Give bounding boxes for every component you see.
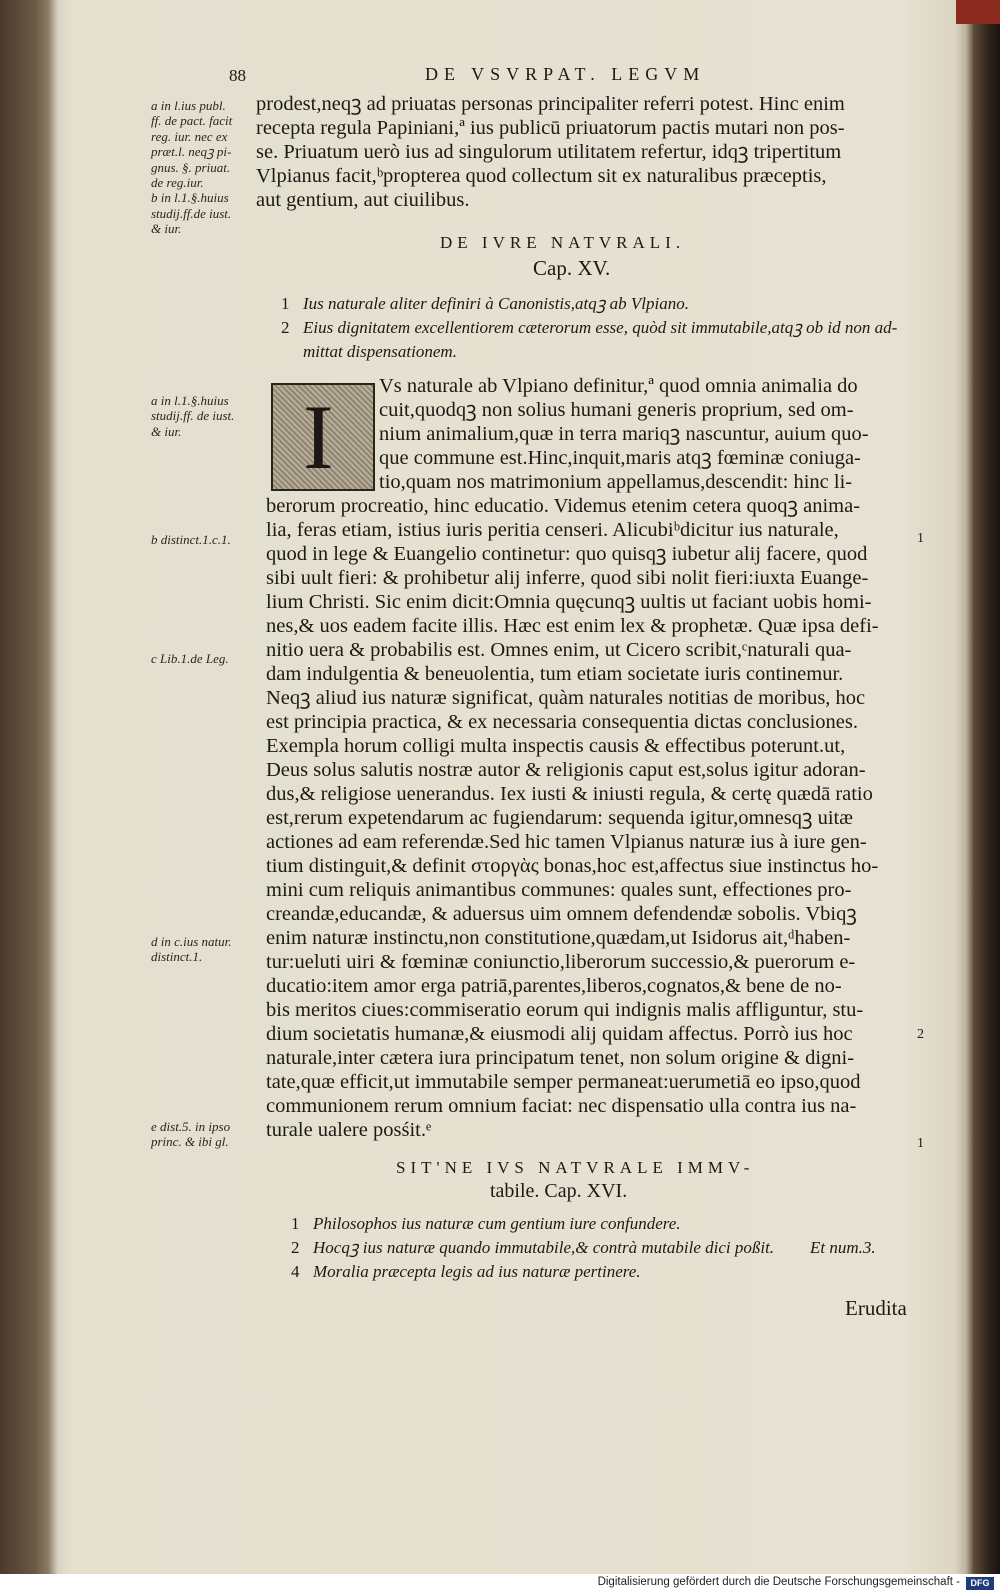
text-line: sibi uult fieri: & prohibetur alij inferre, quod sibi nolit fieri:iuxta Euange- xyxy=(266,567,869,589)
summary-text: Moralia præcepta legis ad ius naturæ pertinere. xyxy=(313,1262,641,1281)
summary-item xyxy=(281,316,897,340)
margin-line: & iur. xyxy=(151,423,182,439)
text-line: tate,quæ efficit,ut immutabile semper permaneat:uerumetiā eo ipso,quod xyxy=(266,1071,861,1093)
text-line: Neqꝫ aliud ius naturæ significat, quàm naturales notitias de moribus, hoc xyxy=(266,687,866,709)
text-line: ducatio:item amor erga patriā,parentes,liberos,cognatos,& bene de no- xyxy=(266,975,842,997)
summary-item xyxy=(291,1212,774,1236)
text-line: Vlpianus facit,ᵇpropterea quod collectum sit ex naturalibus præceptis, xyxy=(256,165,827,187)
chapter-15-summary xyxy=(281,292,897,364)
text-line: bis meritos ciues:commiseratio eorum qui indignis malis affliguntur, stu- xyxy=(266,999,864,1021)
side-number: 2 xyxy=(917,1027,924,1042)
text-line: prodest,neqꝫ ad priuatas personas principaliter referri potest. Hinc enim xyxy=(256,93,845,115)
summary-num: 1 xyxy=(291,1214,300,1233)
text-line: creandæ,educandæ, & aduersus uim omnem defendendæ sobolis. Vbiqꝫ xyxy=(266,903,857,925)
margin-line: princ. & ibi gl. xyxy=(151,1134,229,1150)
margin-line: studij.ff.de iust. xyxy=(151,205,232,221)
summary-item xyxy=(281,340,897,364)
chapter-15-heading: DE IVRE NATVRALI. xyxy=(440,233,686,252)
text-line: tium distinguit,& definit στοργὰς bonas,hoc est,affectus siue instinctus ho- xyxy=(266,855,879,877)
text-line: tur:ueluti uiri & fœminæ coniunctio,liberorum successio,& puerorum e- xyxy=(266,951,856,973)
margin-note-1 xyxy=(151,98,232,237)
summary-num: 4 xyxy=(291,1262,300,1281)
text-line: Exempla horum colligi multa inspectis causis & effectibus poterunt.ut, xyxy=(266,735,846,757)
text-line: aut gentium, aut ciuilibus. xyxy=(256,189,470,211)
text-line: nes,& uos eadem facite illis. Hæc est enim lex & prophetæ. Quæ ipsa defi- xyxy=(266,615,879,637)
text-line: mini cum reliquis animantibus communes: quales sunt, effectiones pro- xyxy=(266,879,852,901)
chapter-16-heading-line2: tabile. Cap. XVI. xyxy=(490,1180,628,1202)
text-line: communionem rerum omnium faciat: nec dispensatio ulla contra ius na- xyxy=(266,1095,857,1117)
text-line: turale ualere posśit.ᵉ xyxy=(266,1119,432,1141)
text-line: cuit,quodqꝫ non solius humani generis proprium, sed om- xyxy=(379,399,854,421)
margin-line: a in l.ius publ. xyxy=(151,98,226,113)
summary-text: Philosophos ius naturæ cum gentium iure confundere. xyxy=(313,1214,681,1233)
text-block-2a xyxy=(379,374,869,494)
summary-text: Eius dignitatem excellentiorem cæterorum esse, quòd sit immutabile,atqꝫ ob id non ad- xyxy=(303,318,898,337)
text-line: tio,quam nos matrimonium appellamus,descendit: hinc li- xyxy=(379,471,853,493)
summary-item xyxy=(281,292,897,316)
text-line: dam indulgentia & beneuolentia, tum etiam societate iuris continemur. xyxy=(266,663,844,685)
text-line: nium animalium,quæ in terra mariqꝫ nascuntur, auium quo- xyxy=(379,423,869,445)
text-block-1 xyxy=(256,92,845,212)
catchword: Erudita xyxy=(845,1296,907,1320)
margin-note-2 xyxy=(151,393,234,439)
decorated-initial xyxy=(271,383,375,491)
text-block-2b xyxy=(266,494,879,1142)
margin-line: b in l.1.§.huius xyxy=(151,190,229,206)
margin-line: e dist.5. in ipso xyxy=(151,1119,231,1134)
margin-line: a in l.1.§.huius xyxy=(151,393,229,408)
summary-item xyxy=(291,1236,774,1260)
text-line: est principia practica, & ex necessaria consequentia dictas conclusiones. xyxy=(266,711,858,733)
text-line: Deus solus salutis nostræ autor & religionis caput est,solus igitur adoran- xyxy=(266,759,866,781)
summary-text: Ius naturale aliter definiri à Canonistis,atqꝫ ab Vlpiano. xyxy=(303,294,689,313)
page-number: 88 xyxy=(229,66,246,85)
text-line: lia, feras etiam, istius iuris peritia censeri. Alicubiᵇdicitur ius naturale, xyxy=(266,519,839,541)
margin-line: gnus. §. priuat. xyxy=(151,159,231,175)
text-line: naturale,inter cætera iura principatum tenet, non solum origine & digni- xyxy=(266,1047,855,1069)
text-line: que commune est.Hinc,inquit,maris atqꝫ fœminæ coniuga- xyxy=(379,447,861,469)
margin-line: studij.ff. de iust. xyxy=(151,408,235,424)
margin-line: de reg.iur. xyxy=(151,174,204,190)
footer-credit: Digitalisierung gefördert durch die Deutsche Forschungsgemeinschaft - xyxy=(597,1576,960,1588)
initial-letter: I xyxy=(303,386,334,488)
margin-line: ff. de pact. facit xyxy=(151,113,233,129)
summary-text: Hocqꝫ ius naturæ quando immutabile,& contrà mutabile dici poßit. xyxy=(313,1238,775,1257)
margin-line: d in c.ius natur. xyxy=(151,934,232,949)
text-line: nitio uera & probabilis est. Omnes enim, ut Cicero scribit,ᶜnaturali qua- xyxy=(266,639,852,661)
text-line: dium societatis humanæ,& eiusmodi alij quidam affectus. Porrò ius hoc xyxy=(266,1023,853,1045)
chapter-16-summary xyxy=(291,1212,774,1284)
footer-bar xyxy=(0,1574,1000,1593)
text-line: est,rerum expetendarum ac fugiendarum: sequenda igitur,omnesqꝫ uitæ xyxy=(266,807,853,829)
running-head: DE VSVRPAT. LEGVM xyxy=(425,64,706,84)
text-line: enim naturæ instinctu,non constitutione,quædam,ut Isidorus ait,ᵈhaben- xyxy=(266,927,851,949)
side-number: 1 xyxy=(917,1136,924,1151)
margin-note-6 xyxy=(151,1119,230,1150)
margin-note-4: c Lib.1.de Leg. xyxy=(151,651,229,666)
margin-line: præt.l. neqꝫ pi- xyxy=(151,144,232,160)
text-line: se. Priuatum uerò ius ad singulorum utilitatem refertur, idqꝫ tripertitum xyxy=(256,141,842,163)
text-line: actiones ad eam referendæ.Sed hic tamen Vlpianus naturæ ius à iure gen- xyxy=(266,831,867,853)
side-number: 1 xyxy=(917,531,924,546)
margin-line: reg. iur. nec ex xyxy=(151,128,228,144)
margin-note-3: b distinct.1.c.1. xyxy=(151,532,231,547)
summary-text: mittat dispensationem. xyxy=(303,342,457,361)
text-line: Vs naturale ab Vlpiano definitur,ª quod omnia animalia do xyxy=(379,375,858,397)
text-line: lium Christi. Sic enim dicit:Omnia quęcunqꝫ uultis ut faciant uobis homi- xyxy=(266,591,872,613)
book-page xyxy=(55,8,965,1568)
summary-note: Et num.3. xyxy=(810,1238,876,1257)
chapter-15-number: Cap. XV. xyxy=(533,256,611,280)
text-line: dus,& religiose uenerandus. Iex iusti & iniusti regula, & certę quædā ratio xyxy=(266,783,873,805)
text-line: quod in lege & Euangelio continetur: quo quisqꝫ iubetur alij facere, quod xyxy=(266,543,868,565)
margin-note-5 xyxy=(151,934,232,965)
margin-line: distinct.1. xyxy=(151,949,203,965)
text-line: berorum procreatio, hinc educatio. Videmus etenim cetera quoqꝫ anima- xyxy=(266,495,861,517)
summary-item xyxy=(291,1260,774,1284)
summary-num: 2 xyxy=(281,318,290,337)
text-line: recepta regula Papiniani,ª ius publicū priuatorum pactis mutari non pos- xyxy=(256,117,845,139)
chapter-16-heading-line1: SIT'NE IVS NATVRALE IMMV- xyxy=(396,1158,755,1177)
summary-num: 1 xyxy=(281,294,290,313)
margin-line: & iur. xyxy=(151,221,182,237)
summary-num: 2 xyxy=(291,1238,300,1257)
dfg-logo: DFG xyxy=(966,1577,994,1590)
